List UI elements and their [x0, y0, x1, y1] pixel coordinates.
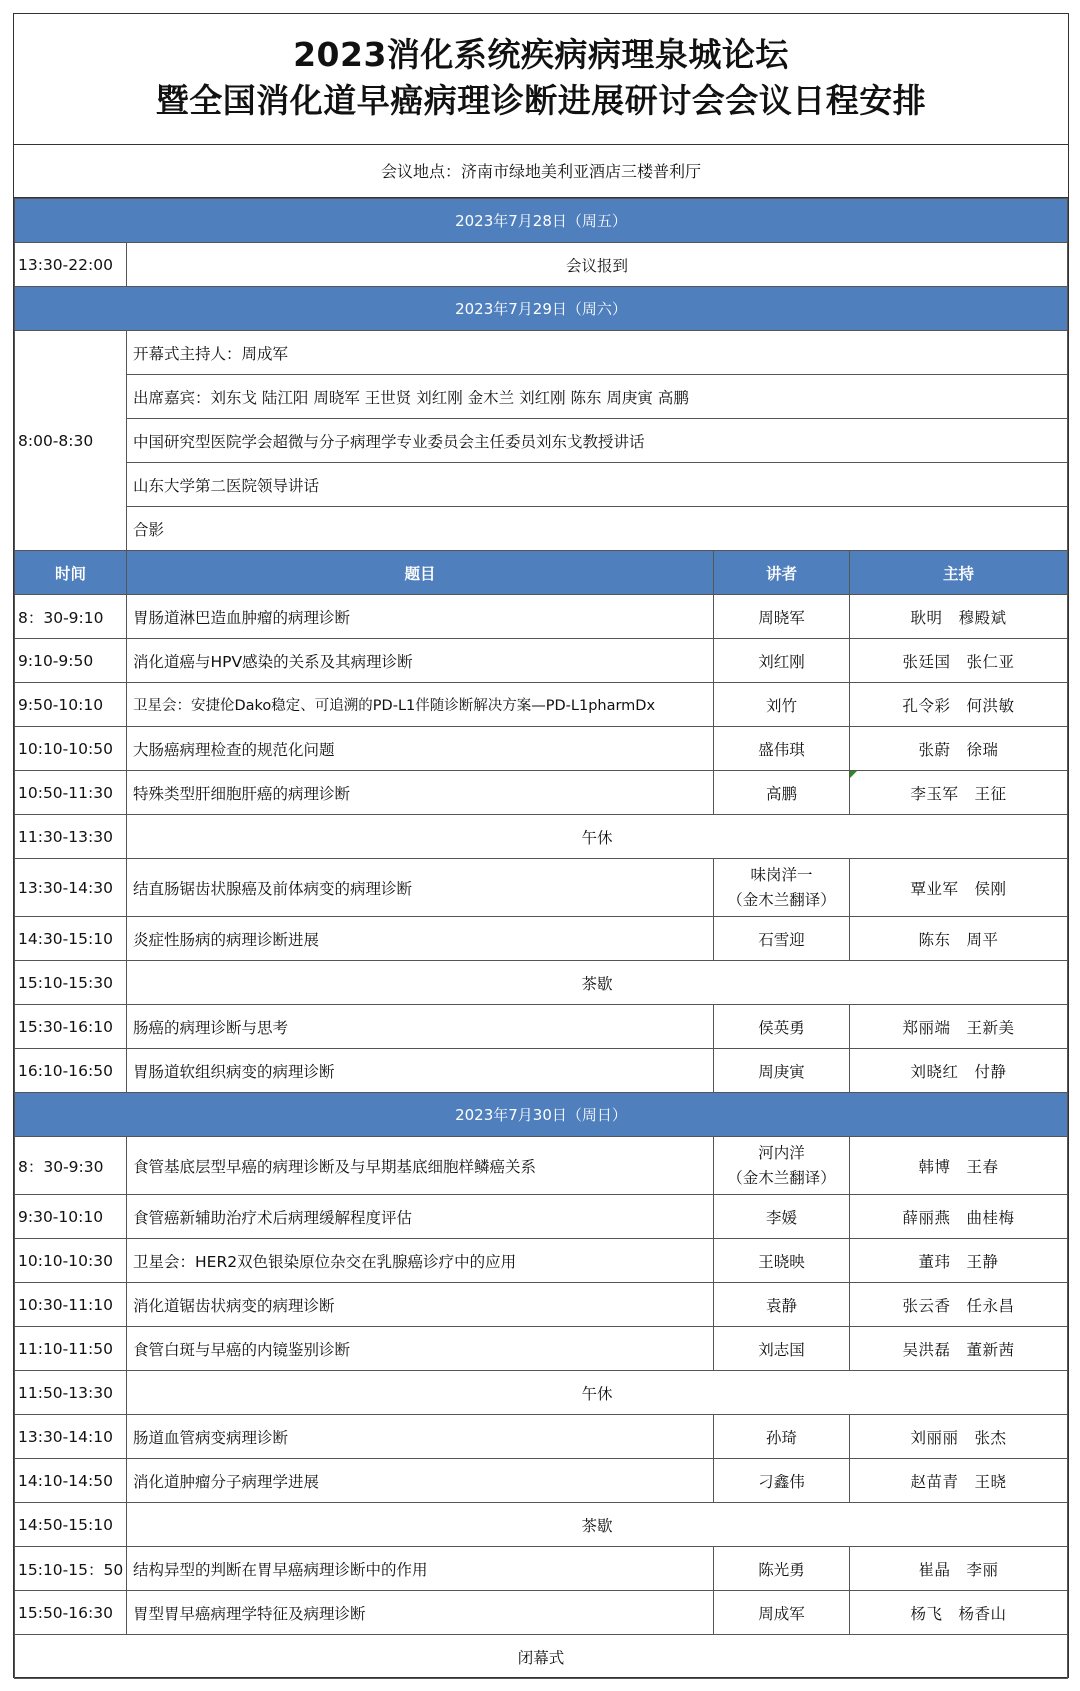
- speaker-name: 河内洋: [758, 1143, 805, 1162]
- topic-cell: 结直肠锯齿状腺癌及前体病变的病理诊断: [127, 859, 714, 917]
- time-cell: 16:10-16:50: [15, 1049, 127, 1093]
- host-cell: 张廷国 张仁亚: [850, 639, 1068, 683]
- host-cell: 崔晶 李丽: [850, 1547, 1068, 1591]
- day-header-0728: [15, 199, 1068, 243]
- host-cell: 覃业军 侯刚: [850, 859, 1068, 917]
- break-row: [15, 961, 1068, 1005]
- host-cell: 陈东 周平: [850, 917, 1068, 961]
- host-cell: 杨飞 杨香山: [850, 1591, 1068, 1635]
- host-cell: 刘晓红 付静: [850, 1049, 1068, 1093]
- day-label: 2023年7月28日（周五）: [15, 199, 1068, 243]
- topic-cell: 食管白斑与早癌的内镜鉴别诊断: [127, 1327, 714, 1371]
- speaker-name: 味岗洋一: [750, 865, 813, 884]
- title-line-1: 2023消化系统疾病病理泉城论坛: [293, 35, 789, 74]
- table-row: [15, 1137, 1068, 1195]
- host-cell: 张云香 任永昌: [850, 1283, 1068, 1327]
- speaker-cell: 盛伟琪: [714, 727, 850, 771]
- title-line-2: 暨全国消化道早癌病理诊断进展研讨会会议日程安排: [155, 81, 927, 120]
- day-label: 2023年7月29日（周六）: [15, 287, 1068, 331]
- time-cell: 14:50-15:10: [15, 1503, 127, 1547]
- topic-cell: 胃肠道淋巴造血肿瘤的病理诊断: [127, 595, 714, 639]
- opening-row: [15, 375, 1068, 419]
- host-cell: 孔令彩 何洪敏: [850, 683, 1068, 727]
- table-row: [15, 1005, 1068, 1049]
- topic-cell: 肠癌的病理诊断与思考: [127, 1005, 714, 1049]
- break-row: [15, 1503, 1068, 1547]
- topic-cell: 肠道血管病变病理诊断: [127, 1415, 714, 1459]
- opening-row: [15, 419, 1068, 463]
- translator-note: （金木兰翻译）: [727, 1168, 836, 1187]
- break-label: 午休: [127, 1371, 1068, 1415]
- topic-cell: 食管癌新辅助治疗术后病理缓解程度评估: [127, 1195, 714, 1239]
- host-cell: 刘丽丽 张杰: [850, 1415, 1068, 1459]
- topic-cell: 特殊类型肝细胞肝癌的病理诊断: [127, 771, 714, 815]
- time-cell: 11:30-13:30: [15, 815, 127, 859]
- topic-cell: 消化道锯齿状病变的病理诊断: [127, 1283, 714, 1327]
- speaker-cell: 周成军: [714, 1591, 850, 1635]
- time-cell: 15:30-16:10: [15, 1005, 127, 1049]
- time-cell: 10:30-11:10: [15, 1283, 127, 1327]
- table-row: [15, 917, 1068, 961]
- header-speaker: 讲者: [714, 551, 850, 595]
- day-header-0730: [15, 1093, 1068, 1137]
- host-cell: 赵苗青 王晓: [850, 1459, 1068, 1503]
- time-cell: 14:10-14:50: [15, 1459, 127, 1503]
- speaker-cell: [714, 859, 850, 917]
- break-label: 茶歇: [127, 961, 1068, 1005]
- venue-line: 会议地点：济南市绿地美利亚酒店三楼普利厅: [14, 145, 1068, 198]
- header-time: 时间: [15, 551, 127, 595]
- speaker-cell: [714, 1137, 850, 1195]
- time-cell: 13:30-22:00: [15, 243, 127, 287]
- time-cell: 14:30-15:10: [15, 917, 127, 961]
- day-label: 2023年7月30日（周日）: [15, 1093, 1068, 1137]
- speaker-cell: 刘竹: [714, 683, 850, 727]
- time-cell: 15:50-16:30: [15, 1591, 127, 1635]
- speaker-cell: 石雪迎: [714, 917, 850, 961]
- speaker-cell: 袁静: [714, 1283, 850, 1327]
- topic-cell: 消化道癌与HPV感染的关系及其病理诊断: [127, 639, 714, 683]
- event-cell: 会议报到: [127, 243, 1068, 287]
- table-row: [15, 859, 1068, 917]
- speaker-cell: 刁鑫伟: [714, 1459, 850, 1503]
- time-cell: 15:10-15：50: [15, 1547, 127, 1591]
- topic-cell: 炎症性肠病的病理诊断进展: [127, 917, 714, 961]
- table-row: [15, 595, 1068, 639]
- opening-item: 出席嘉宾：刘东戈 陆江阳 周晓军 王世贤 刘红刚 金木兰 刘红刚 陈东 周庚寅 高鹏: [127, 375, 1068, 419]
- opening-row: [15, 507, 1068, 551]
- break-row: [15, 1371, 1068, 1415]
- table-row: [15, 1327, 1068, 1371]
- speaker-cell: 高鹏: [714, 771, 850, 815]
- time-cell: 9:10-9:50: [15, 639, 127, 683]
- header-topic: 题目: [127, 551, 714, 595]
- table-row: [15, 771, 1068, 815]
- closing-label: 闭幕式: [15, 1635, 1068, 1679]
- break-label: 午休: [127, 815, 1068, 859]
- speaker-cell: 王晓映: [714, 1239, 850, 1283]
- host-cell: 董玮 王静: [850, 1239, 1068, 1283]
- topic-cell: 结构异型的判断在胃早癌病理诊断中的作用: [127, 1547, 714, 1591]
- table-row: [15, 1415, 1068, 1459]
- opening-item: 合影: [127, 507, 1068, 551]
- topic-cell: 消化道肿瘤分子病理学进展: [127, 1459, 714, 1503]
- topic-cell: 胃肠道软组织病变的病理诊断: [127, 1049, 714, 1093]
- time-cell: 15:10-15:30: [15, 961, 127, 1005]
- schedule-table: [14, 198, 1068, 1679]
- speaker-cell: 周庚寅: [714, 1049, 850, 1093]
- opening-item: 中国研究型医院学会超微与分子病理学专业委员会主任委员刘东戈教授讲话: [127, 419, 1068, 463]
- time-cell: 9:50-10:10: [15, 683, 127, 727]
- opening-row: [15, 331, 1068, 375]
- speaker-cell: 刘志国: [714, 1327, 850, 1371]
- time-cell: 11:10-11:50: [15, 1327, 127, 1371]
- speaker-cell: 孙琦: [714, 1415, 850, 1459]
- host-cell: 薛丽燕 曲桂梅: [850, 1195, 1068, 1239]
- opening-item: 开幕式主持人：周成军: [127, 331, 1068, 375]
- table-row: [15, 243, 1068, 287]
- host-cell: 韩博 王春: [850, 1137, 1068, 1195]
- topic-cell: 卫星会：HER2双色银染原位杂交在乳腺癌诊疗中的应用: [127, 1239, 714, 1283]
- document-title: [14, 14, 1068, 145]
- time-cell: 8：30-9:30: [15, 1137, 127, 1195]
- opening-item: 山东大学第二医院领导讲话: [127, 463, 1068, 507]
- host-cell: 耿明 穆殿斌: [850, 595, 1068, 639]
- topic-cell: 胃型胃早癌病理学特征及病理诊断: [127, 1591, 714, 1635]
- time-cell: 10:50-11:30: [15, 771, 127, 815]
- table-row: [15, 1195, 1068, 1239]
- speaker-cell: 周晓军: [714, 595, 850, 639]
- time-cell: 13:30-14:10: [15, 1415, 127, 1459]
- header-host: 主持: [850, 551, 1068, 595]
- table-row: [15, 1049, 1068, 1093]
- break-row: [15, 815, 1068, 859]
- host-cell: 李玉军 王征: [850, 771, 1068, 815]
- table-row: [15, 727, 1068, 771]
- time-cell: 8：30-9:10: [15, 595, 127, 639]
- topic-cell: 大肠癌病理检查的规范化问题: [127, 727, 714, 771]
- time-cell: 13:30-14:30: [15, 859, 127, 917]
- translator-note: （金木兰翻译）: [727, 890, 836, 909]
- host-cell: 郑丽端 王新美: [850, 1005, 1068, 1049]
- speaker-cell: 陈光勇: [714, 1547, 850, 1591]
- opening-time-cell: 8:00-8:30: [15, 331, 127, 551]
- table-row: [15, 1283, 1068, 1327]
- table-row: [15, 683, 1068, 727]
- closing-row: [15, 1635, 1068, 1679]
- time-cell: 10:10-10:30: [15, 1239, 127, 1283]
- time-cell: 11:50-13:30: [15, 1371, 127, 1415]
- day-header-0729: [15, 287, 1068, 331]
- speaker-cell: 刘红刚: [714, 639, 850, 683]
- topic-cell: 食管基底层型早癌的病理诊断及与早期基底细胞样鳞癌关系: [127, 1137, 714, 1195]
- time-cell: 10:10-10:50: [15, 727, 127, 771]
- time-cell: 9:30-10:10: [15, 1195, 127, 1239]
- column-header-row: [15, 551, 1068, 595]
- host-cell: 吴洪磊 董新茜: [850, 1327, 1068, 1371]
- table-row: [15, 1591, 1068, 1635]
- opening-row: [15, 463, 1068, 507]
- table-row: [15, 639, 1068, 683]
- table-row: [15, 1459, 1068, 1503]
- speaker-cell: 侯英勇: [714, 1005, 850, 1049]
- table-row: [15, 1239, 1068, 1283]
- schedule-sheet: [13, 13, 1069, 1678]
- host-cell: 张蔚 徐瑞: [850, 727, 1068, 771]
- speaker-cell: 李媛: [714, 1195, 850, 1239]
- table-row: [15, 1547, 1068, 1591]
- break-label: 茶歇: [127, 1503, 1068, 1547]
- topic-cell: 卫星会：安捷伦Dako稳定、可追溯的PD-L1伴随诊断解决方案—PD-L1pharmDx: [127, 683, 714, 727]
